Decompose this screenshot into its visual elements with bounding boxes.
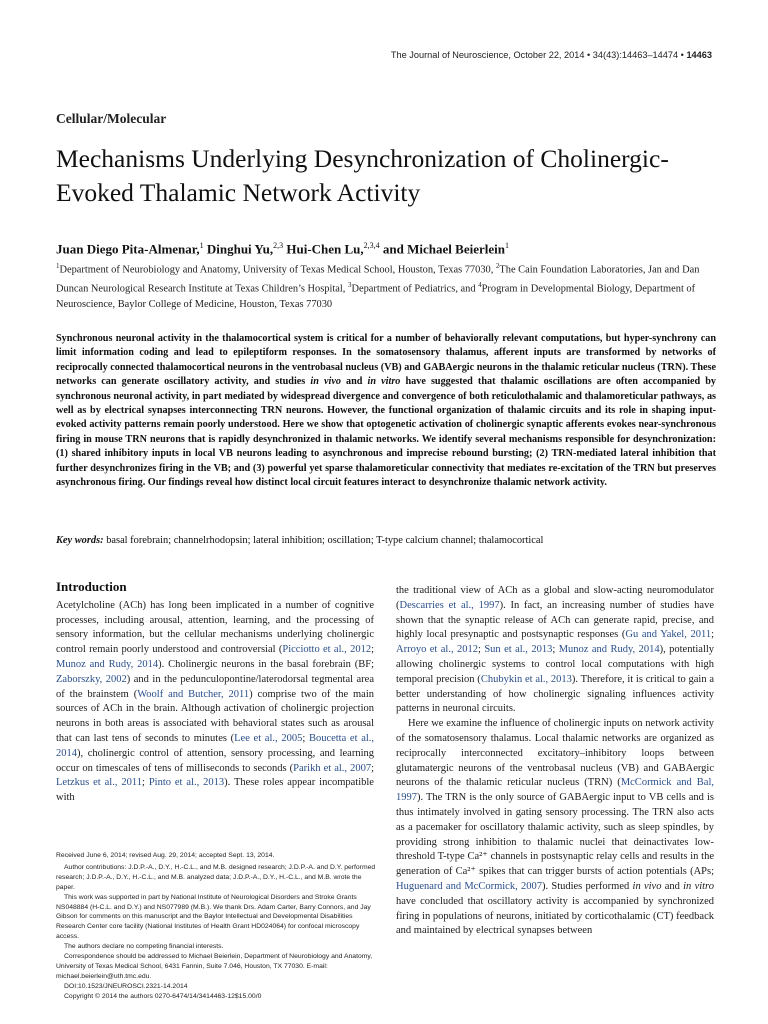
introduction-heading: Introduction bbox=[56, 579, 127, 594]
citation-link[interactable]: Chubykin et al., 2013 bbox=[480, 673, 572, 685]
footnote-line: Copyright © 2014 the authors 0270-6474/14/3414463-12$15.00/0 bbox=[64, 992, 262, 1000]
body-text: ; bbox=[371, 644, 374, 656]
body-text: ). These roles appear incompatible with bbox=[56, 777, 374, 804]
body-text: ; bbox=[711, 629, 715, 641]
citation-link[interactable]: Descarries et al., 1997 bbox=[399, 599, 500, 611]
citation-link[interactable]: McCormick and Bal, 1997 bbox=[396, 777, 715, 804]
affiliation-text: The Cain Foundation Laboratories, Jan and Dan Duncan Neurological Research Institute at Texas Children’s Hospital, bbox=[56, 264, 700, 295]
abstract-italic: in vivo bbox=[310, 376, 341, 388]
intro-paragraph-3 bbox=[396, 717, 714, 939]
abstract-text: and bbox=[340, 376, 368, 388]
author-name: Hui-Chen Lu, bbox=[283, 241, 364, 257]
body-text: ; bbox=[478, 644, 485, 656]
author-name: and Michael Beierlein bbox=[379, 241, 505, 257]
citation-link[interactable]: Woolf and Butcher, 2011 bbox=[137, 688, 250, 700]
citation-link[interactable]: Parikh et al., 2007 bbox=[293, 762, 372, 774]
body-text: ), potentially allowing cholinergic systems to control local computations with high temporal precision ( bbox=[396, 644, 715, 685]
body-text: ). Studies performed bbox=[541, 880, 633, 892]
citation-link[interactable]: Sun et al., 2013 bbox=[484, 644, 553, 656]
running-head-text: The Journal of Neuroscience, October 22, 2014 • 34(43):14463–14474 • bbox=[390, 50, 687, 60]
intro-paragraph-1 bbox=[56, 599, 374, 806]
italic-text: in vivo bbox=[632, 880, 662, 892]
body-text: ). Therefore, it is critical to gain a better understanding of how cholinergic signaling influences activity patterns in neuronal circuits. bbox=[396, 673, 714, 715]
author-affiliation-mark: 1 bbox=[199, 241, 204, 250]
affiliations bbox=[56, 259, 714, 312]
citation-link[interactable]: Arroyo et al., 2012 bbox=[396, 644, 478, 656]
keywords bbox=[56, 535, 716, 546]
body-text: have concluded that oscillatory activity is accompanied by synchronized firing in populations of neurons, initiated by corticothalamic (CT) feedback and maintained by electrical synapses between bbox=[396, 895, 714, 937]
affiliation-mark: 2 bbox=[495, 262, 500, 270]
citation-link[interactable]: Munoz and Rudy, 2014 bbox=[558, 644, 660, 656]
author-name: Juan Diego Pita-Almenar, bbox=[56, 241, 200, 257]
affiliation-text: Program in Developmental Biology, Department of Neuroscience, Baylor College of Medicine, Houston, Texas 77030 bbox=[56, 283, 696, 310]
abstract bbox=[56, 332, 716, 490]
body-text: ). Cholinergic neurons in the basal forebrain (BF; bbox=[158, 658, 374, 670]
citation-link[interactable]: Gu and Yakel, 2011 bbox=[625, 629, 712, 641]
affiliation-mark: 4 bbox=[478, 280, 482, 289]
body-text: ). In fact, an increasing number of studies have shown that the synaptic release of ACh can generate rapid, precise, and highly local presynaptic and postsynaptic responses ( bbox=[396, 599, 714, 641]
footnote-line: Author contributions: J.D.P.-A., D.Y., H.-C.L., and M.B. designed research; J.D.P.-A. and D.Y. performed research; J.D.P.-A., D.Y., H.-C.L., and M.B. analyzed data; J.D.P.-A., D.Y., H.-C.L., and M.B. wrote the paper. bbox=[56, 863, 376, 891]
keywords-text: basal forebrain; channelrhodopsin; lateral inhibition; oscillation; T-type calcium channel; thalamocortical bbox=[103, 535, 544, 546]
abstract-italic: in vitro bbox=[367, 376, 401, 388]
abstract-text: Synchronous neuronal activity in the thalamocortical system is critical for a number of behaviorally relevant computations, but hyper-synchrony can limit information coding and lead to epileptiform responses. In the somatosensory thalamus, afferent inputs are transformed by networks of reciprocally connected thalamocortical neurons in the ventrobasal nucleus (VB) and GABAergic neurons in the thalamic reticular nucleus (TRN). These networks can generate oscillatory activity, and studies bbox=[56, 333, 716, 388]
italic-text: in vitro bbox=[683, 880, 715, 892]
abstract-text: have suggested that thalamic oscillations are often accompanied by synchronous neuronal activity, in part mediated by widespread divergence and convergence of both reticulothalamic and thalamoreticular pathways, as well as by electrical synapses interconnecting TRN neurons. However, the functional organization of thalamic circuits and its role in shaping input-evoked activity patterns remain poorly understood. Here we show that optogenetic activation of cholinergic synaptic afferents evokes near-synchronous firing in mouse TRN neurons that is rapidly desynchronized in thalamic networks. We identify several mechanisms responsible for desynchronization: (1) shared inhibitory inputs in local VB neurons leading to asynchronous and imprecise rebound bursting; (2) TRN-mediated lateral inhibition that further desynchronizes firing in the VB; and (3) powerful yet sparse thalamoreticular connectivity that mediates re-excitation of the TRN but preserves asynchronous firing. Our findings reveal how distinct local circuit features interact to desynchronize thalamic network activity. bbox=[56, 376, 716, 489]
affiliation-text: Department of Neurobiology and Anatomy, University of Texas Medical School, Houston, Texas 77030, bbox=[59, 264, 496, 276]
citation-link[interactable]: Munoz and Rudy, 2014 bbox=[56, 658, 159, 670]
body-text: ; bbox=[552, 644, 559, 656]
author-name: Dinghui Yu, bbox=[203, 241, 274, 257]
citation-link[interactable]: Zaborszky, 2002 bbox=[56, 673, 127, 685]
footnote-line: The authors declare no competing financial interests. bbox=[64, 943, 224, 951]
body-text: ; bbox=[302, 732, 309, 744]
citation-link[interactable]: Pinto et al., 2013 bbox=[148, 777, 225, 789]
running-head bbox=[391, 50, 712, 60]
intro-paragraph-2 bbox=[396, 584, 714, 717]
section-label: Cellular/Molecular bbox=[56, 111, 167, 126]
body-text: ) comprise two of the main sources of ACh in the brain. Although activation of cholinergic projection neurons in both areas is associated with behavioral states such as arousal that can last tens of seconds to minutes ( bbox=[56, 688, 375, 744]
affiliation-mark: 3 bbox=[347, 280, 352, 289]
author-list bbox=[56, 241, 716, 257]
footnote-line: Received June 6, 2014; revised Aug. 29, 2014; accepted Sept. 13, 2014. bbox=[56, 852, 275, 859]
author-affiliation-mark: 1 bbox=[504, 241, 509, 250]
body-text: Here we examine the influence of cholinergic inputs on network activity of the somatosensory thalamus. Local thalamic networks are organized as reciprocally interconnected excitatory–inhibitory loops between glutamatergic neurons of the ventrobasal nucleus (VB) and GABAergic neurons of the thalamic reticular nucleus (TRN) ( bbox=[396, 718, 714, 789]
author-affiliation-mark: 2,3 bbox=[273, 241, 284, 250]
citation-link[interactable]: Letzkus et al., 2011 bbox=[56, 777, 142, 789]
affiliation-mark: 1 bbox=[56, 262, 60, 270]
body-text: ), cholinergic control of attention, sensory processing, and learning occur on timescales of tens of milliseconds to seconds ( bbox=[56, 747, 374, 774]
footnote-line: Correspondence should be addressed to Michael Beierlein, Department of Neurobiology and Anatomy, University of Texas Medical School, 6431 Fannin, Suite 7.046, Houston, TX 77030. E-mail: michael.beierlein@uth.tmc.edu. bbox=[56, 953, 373, 980]
citation-link[interactable]: Lee et al., 2005 bbox=[234, 732, 303, 744]
body-text: Acetylcholine (ACh) has long been implicated in a number of cognitive processes, including arousal, attention, learning, and the processing of sensory information, but the cellular mechanisms underlying cholinergic control remain poorly understood and controversial ( bbox=[56, 599, 374, 656]
footnote-line: This work was supported in part by National Institute of Neurological Disorders and Stroke Grants NS048884 (H-C.L. and D.Y.) and NS077989 (M.B.). We thank Drs. Adam Carter, Barry Connors, and Jay Gibson for comments on this manuscript and the Baylor Intellectual and Developmental Disabilities Research Center core facility (National Institutes of Health Grant HD024064) for confocal microscopy access. bbox=[56, 893, 371, 941]
affiliation-text: Department of Pediatrics, and bbox=[351, 283, 479, 295]
footnote-line: DOI:10.1523/JNEUROSCI.2321-14.2014 bbox=[64, 982, 188, 990]
citation-link[interactable]: Boucetta et al., 2014 bbox=[56, 732, 375, 759]
page-number: 14463 bbox=[686, 50, 712, 60]
citation-link[interactable]: Huguenard and McCormick, 2007 bbox=[396, 880, 542, 892]
citation-link[interactable]: Picciotto et al., 2012 bbox=[282, 644, 372, 656]
left-column bbox=[56, 580, 374, 806]
footnotes bbox=[56, 851, 378, 1002]
body-text: ). The TRN is the only source of GABAergic input to VB cells and is thus intimately involved in gating sensory processing. The TRN also acts as a pacemaker for oscillatory thalamic activity, such as sleep spindles, by providing strong inhibition to thalamic nuclei that deinactivates low-threshold T-type Ca²⁺ channels in postsynaptic relay cells and results in the generation of Ca²⁺ spikes that can trigger bursts of action potentials (APs; bbox=[396, 792, 714, 878]
article-title: Mechanisms Underlying Desynchronization of Cholinergic-Evoked Thalamic Network Activity bbox=[56, 144, 669, 207]
body-text: ) and in the pedunculopontine/laterodorsal tegmental area of the brainstem ( bbox=[56, 673, 374, 700]
keywords-label: Key words: bbox=[56, 535, 104, 546]
body-text: ; bbox=[141, 777, 149, 789]
body-text: ; bbox=[371, 762, 374, 774]
right-column bbox=[396, 584, 714, 939]
body-text: and bbox=[661, 880, 684, 892]
author-affiliation-mark: 2,3,4 bbox=[363, 241, 380, 250]
body-text: the traditional view of ACh as a global and slow-acting neuromodulator ( bbox=[396, 585, 714, 611]
